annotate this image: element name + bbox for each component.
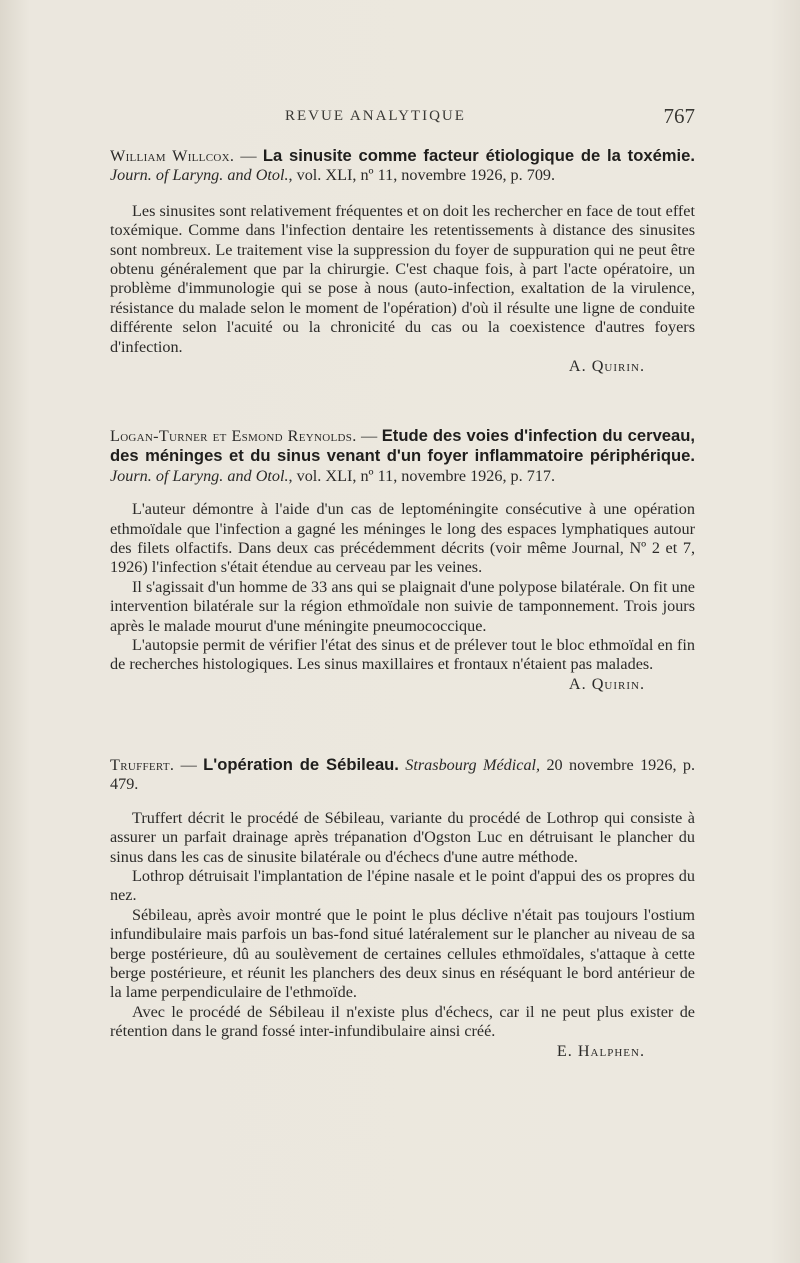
entry-paragraph: L'autopsie permit de vérifier l'état des sinus et de prélever tout le bloc ethmoïdal en fin de recherches histologiques. Les sinus maxillaires et frontaux n'étaient pas malades. xyxy=(110,636,695,674)
entry-title: Etude des voies d'infection du cerveau, des méninges et du sinus venant d'un foyer inflammatoire périphérique. xyxy=(110,426,695,466)
entry-author: Logan-Turner et Esmond Reynolds. xyxy=(110,427,357,445)
entry-author: William Willcox. xyxy=(110,147,235,165)
entry-paragraph: Lothrop détruisait l'implantation de l'épine nasale et le point d'appui des os propres du nez. xyxy=(110,867,695,905)
entry-body xyxy=(110,500,695,694)
entry-paragraph: Sébileau, après avoir montré que le point le plus déclive n'était pas toujours l'ostium infundibulaire mais parfois un bas-fond situé latéralement sur le plancher au niveau de sa berge postérieure, dû au soulèvement de certaines cellules ethmoïdales, s'attaque à cette berge postérieure, et réunit les planchers des deux sinus en réséquant le bord antérieur de la lame perpendiculaire de l'ethmoïde. xyxy=(110,905,695,1002)
entry-paragraph: Il s'agissait d'un homme de 33 ans qui se plaignait d'une polypose bilatérale. On fit une intervention bilatérale sur la région ethmoïdale non suivie de tamponnement. Trois jours après le malade mourut d'une méningite pneumococcique. xyxy=(110,577,695,635)
entry-citation: , vol. XLI, nº 11, novembre 1926, p. 717. xyxy=(288,466,556,485)
entry-paragraph: L'auteur démontre à l'aide d'un cas de leptoméningite consécutive à une opération ethmoïdale que l'infection a gagné les méninges le long des espaces lymphatiques autour des filets olfactifs. Dans deux cas précédemment décrits (voir même Journal, Nº 2 et 7, 1926) l'infection s'était étendue au cerveau par les veines. xyxy=(110,500,695,577)
entry-signature: A. Quirin. xyxy=(568,357,645,376)
entry-body xyxy=(110,809,695,1061)
review-entry xyxy=(110,146,695,376)
entry-reference xyxy=(110,755,695,795)
review-entry xyxy=(110,426,695,694)
review-entry xyxy=(110,755,695,1061)
running-head: REVUE ANALYTIQUE xyxy=(285,108,466,124)
entry-paragraph: Truffert décrit le procédé de Sébileau, variante du procédé de Lothrop qui consiste à assurer un parfait drainage après trépanation d'Ogston Luc en détruisant le plancher du sinus dans les cas de sinusite bilatérale ou d'échecs d'une autre méthode. xyxy=(110,808,695,866)
page-header xyxy=(110,104,695,134)
entry-separator: — xyxy=(234,147,263,165)
entry-signature: A. Quirin. xyxy=(568,674,645,693)
entry-body xyxy=(110,202,695,377)
entry-journal: Journ. of Laryng. and Otol. xyxy=(110,166,289,185)
entry-citation: 20 novembre 1926, p. 479. xyxy=(110,756,696,794)
entry-paragraph: Avec le procédé de Sébileau il n'existe plus d'échecs, car il ne peut plus exister de rétention dans le grand fossé inter-infundibulaire ainsi créé. xyxy=(110,1002,695,1041)
entry-signature: E. Halphen. xyxy=(556,1041,645,1060)
entry-reference xyxy=(110,146,695,186)
entry-reference xyxy=(110,426,695,486)
entry-title: La sinusite comme facteur étiologique de la toxémie. xyxy=(262,146,695,165)
entry-journal: Journ. of Laryng. and Otol. xyxy=(110,466,289,485)
entry-separator: — xyxy=(174,756,204,774)
entry-author: Truffert. xyxy=(110,756,175,774)
entry-journal: Strasbourg Médical, xyxy=(405,756,541,774)
entry-separator: — xyxy=(356,427,382,445)
entry-paragraph: Les sinusites sont relativement fréquentes et on doit les rechercher en face de tout effet toxémique. Comme dans l'infection dentaire les retentissements à distance des sinusites sont nombreux. Le traitement vise la suppression du foyer de suppuration qui ne peut être obtenu généralement que par la chirurgie. C'est chaque fois, à part l'acte opératoire, un problème d'immunologie qui se pose à nous (auto-infection, exaltation de la virulence, résistance du malade selon le moment de l'opération) d'où il résulte une ligne de conduite différente selon l'acuité ou la chronicité du cas ou la coexistence d'autres foyers d'infection. xyxy=(110,201,695,356)
page-number: 767 xyxy=(663,104,695,128)
entry-title: L'opération de Sébileau. xyxy=(203,755,399,774)
entry-citation: , vol. XLI, nº 11, novembre 1926, p. 709. xyxy=(288,166,556,185)
